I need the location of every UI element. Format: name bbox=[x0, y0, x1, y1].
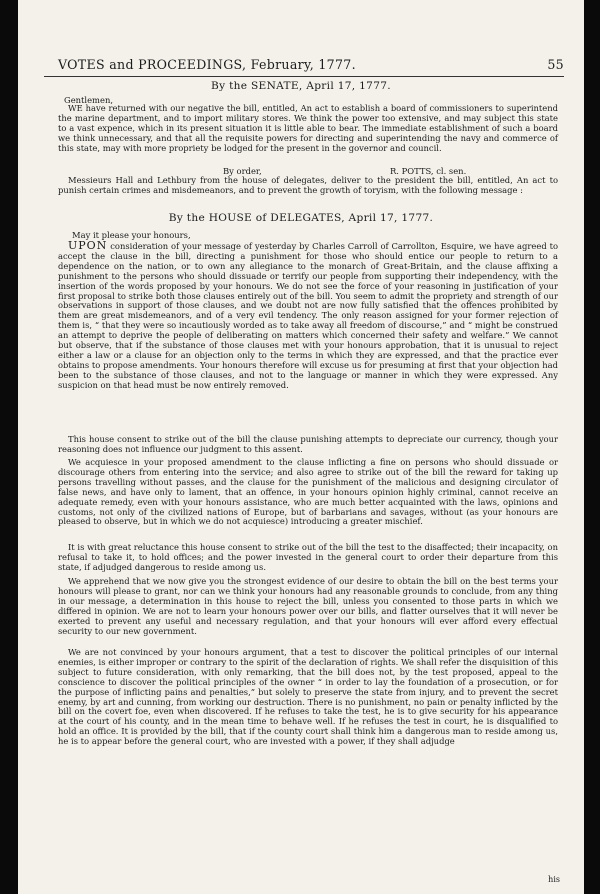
house-paragraph-1-text: consideration of your message of yesterday by Charles Carroll of Carrollton, Esquire, we have agreed to accept the clause in the bill, directing a punishment for those who should entice our people to return to a dependence on the nation, or to own any allegiance to the monarch of Great-Britain, and the clause affixing a punishment to the persons who should dissuade or terrify our people from supporting their independency, with the insertion of the words proposed by your honours. We do not see the force of your reasoning in justification of your first proposal to strike both those clauses entirely out of the bill. You seem to admit the propriety and strength of our observations in support of those clauses, and we doubt not are now fully satisfied that the offences prohibited by them are great misdemeanors, and of a very evil tendency. The only reason assigned for your former rejection of them is, “ that they were so incautiously worded as to take away all freedom of discourse,” and “ might be construed an attempt to deprive the people of deliberating on matters which concerned their safety and welfare.” We cannot but observe, that if the substance of those clauses met with your honours approbation, that it is unusual to reject either a law or a clause for an objection only to the terms in which they are expressed, and that the practice ever obtains to propose amendments. Your honours therefore will excuse us for presuming at first that your objection had been to the substance of those clauses, and not to the language or manner in which they were expressed. Any suspicion on that head must be now entirely removed. bbox=[58, 241, 558, 390]
house-dateline: By the HOUSE of DELEGATES, April 17, 1777. bbox=[168, 212, 434, 224]
house-paragraph-1 bbox=[58, 241, 558, 391]
senate-note: Messieurs Hall and Lethbury from the house of delegates, deliver to the president the bill, entitled, An act to punish certain crimes and misdemeanors, and to prevent the growth of toryism, with the following message : bbox=[58, 175, 558, 195]
house-paragraph-4: It is with great reluctance this house consent to strike out of the bill the test to the disaffected; their incapacity, on refusal to take it, to hold offices; and the power invested in the general court to order their departure from this state, if adjudged dangerous to reside among us. bbox=[58, 542, 558, 572]
senate-signoff-order: By order, bbox=[223, 166, 262, 176]
catchword: his bbox=[548, 875, 560, 884]
document-page bbox=[18, 0, 584, 894]
house-salutation: May it please your honours, bbox=[72, 230, 191, 240]
senate-message: WE have returned with our negative the bill, entitled, An act to establish a board of commissioners to superintend the marine department, and to import military stores. We think the power too extensive, and may subject this state to a vast expence, which in its present situation it is little able to bear. The immediate establishment of such a board we think unnecessary, and that all the requisite powers for directing and superintending the navy and commerce of this state, may with more propriety be lodged for the present in the governor and council. bbox=[58, 103, 558, 153]
house-paragraph-6: We are not convinced by your honours argument, that a test to discover the political principles of our internal enemies, is either improper or contrary to the spirit of the declaration of rights. We shall refer the disquisition of this subject to future consideration, with only remarking, that the bill does not, by the test proposed, appeal to the conscience to discover the political principles of the owner “ in order to lay the foundation of a prosecution, or for the purpose of inflicting pains and penalties,” but solely to preserve the state from injury, and to prevent the secret enemy, by art and cunning, from working our destruction. There is no punishment, no pain or penalty inflicted by the bill on the covert foe, even when discovered. If he refuses to take the test, he is to give security for his appearance at the court of his county, and in the mean time to behave well. If he refuses the test in court, he is disqualified to hold an office. It is provided by the bill, that if the county court shall think him a dangerous man to reside among us, he is to appear before the general court, who are invested with a power, if they shall adjudge bbox=[58, 647, 558, 747]
header-rule bbox=[44, 76, 564, 77]
header-title: VOTES and PROCEEDINGS, February, 1777. bbox=[58, 57, 356, 72]
senate-dateline: By the SENATE, April 17, 1777. bbox=[211, 80, 391, 92]
house-paragraph-5: We apprehend that we now give you the strongest evidence of our desire to obtain the bill on the best terms your honours will please to grant, nor can we think your honours had any reasonable grounds to conclude, from any thing in our message, a determination in this house to reject the bill, unless you consented to those parts in which we differed in opinion. We are not to learn your honours power over our bills, and flatter ourselves that it will never be exerted to prevent any useful and necessary regulation, and that your honours will ever afford every effectual security to our new government. bbox=[58, 576, 558, 636]
page-number: 55 bbox=[547, 57, 564, 72]
drop-cap-word: UPON bbox=[68, 239, 108, 252]
senate-signoff-clerk: R. POTTS, cl. sen. bbox=[390, 166, 467, 176]
house-paragraph-2: This house consent to strike out of the bill the clause punishing attempts to depreciate our currency, though your reasoning does not influence our judgment to this assent. bbox=[58, 434, 558, 454]
house-paragraph-3: We acquiesce in your proposed amendment to the clause inflicting a fine on persons who should dissuade or discourage others from entering into the service; and also agree to strike out of the bill the reward for taking up persons travelling without passes, and the clause for the punishment of the malicious and designing circulator of false news, and have only to lament, that an offence, in your honours opinion highly criminal, cannot receive an adequate remedy, even with your honours assistance, who are much better acquainted with the laws, opinions and customs, not only of the civilized nations of Europe, but of barbarians and savages, without (as your honours are pleased to observe, but in which we do not acquiesce) introducing a greater mischief. bbox=[58, 457, 558, 527]
senate-salutation: Gentlemen, bbox=[64, 95, 113, 105]
